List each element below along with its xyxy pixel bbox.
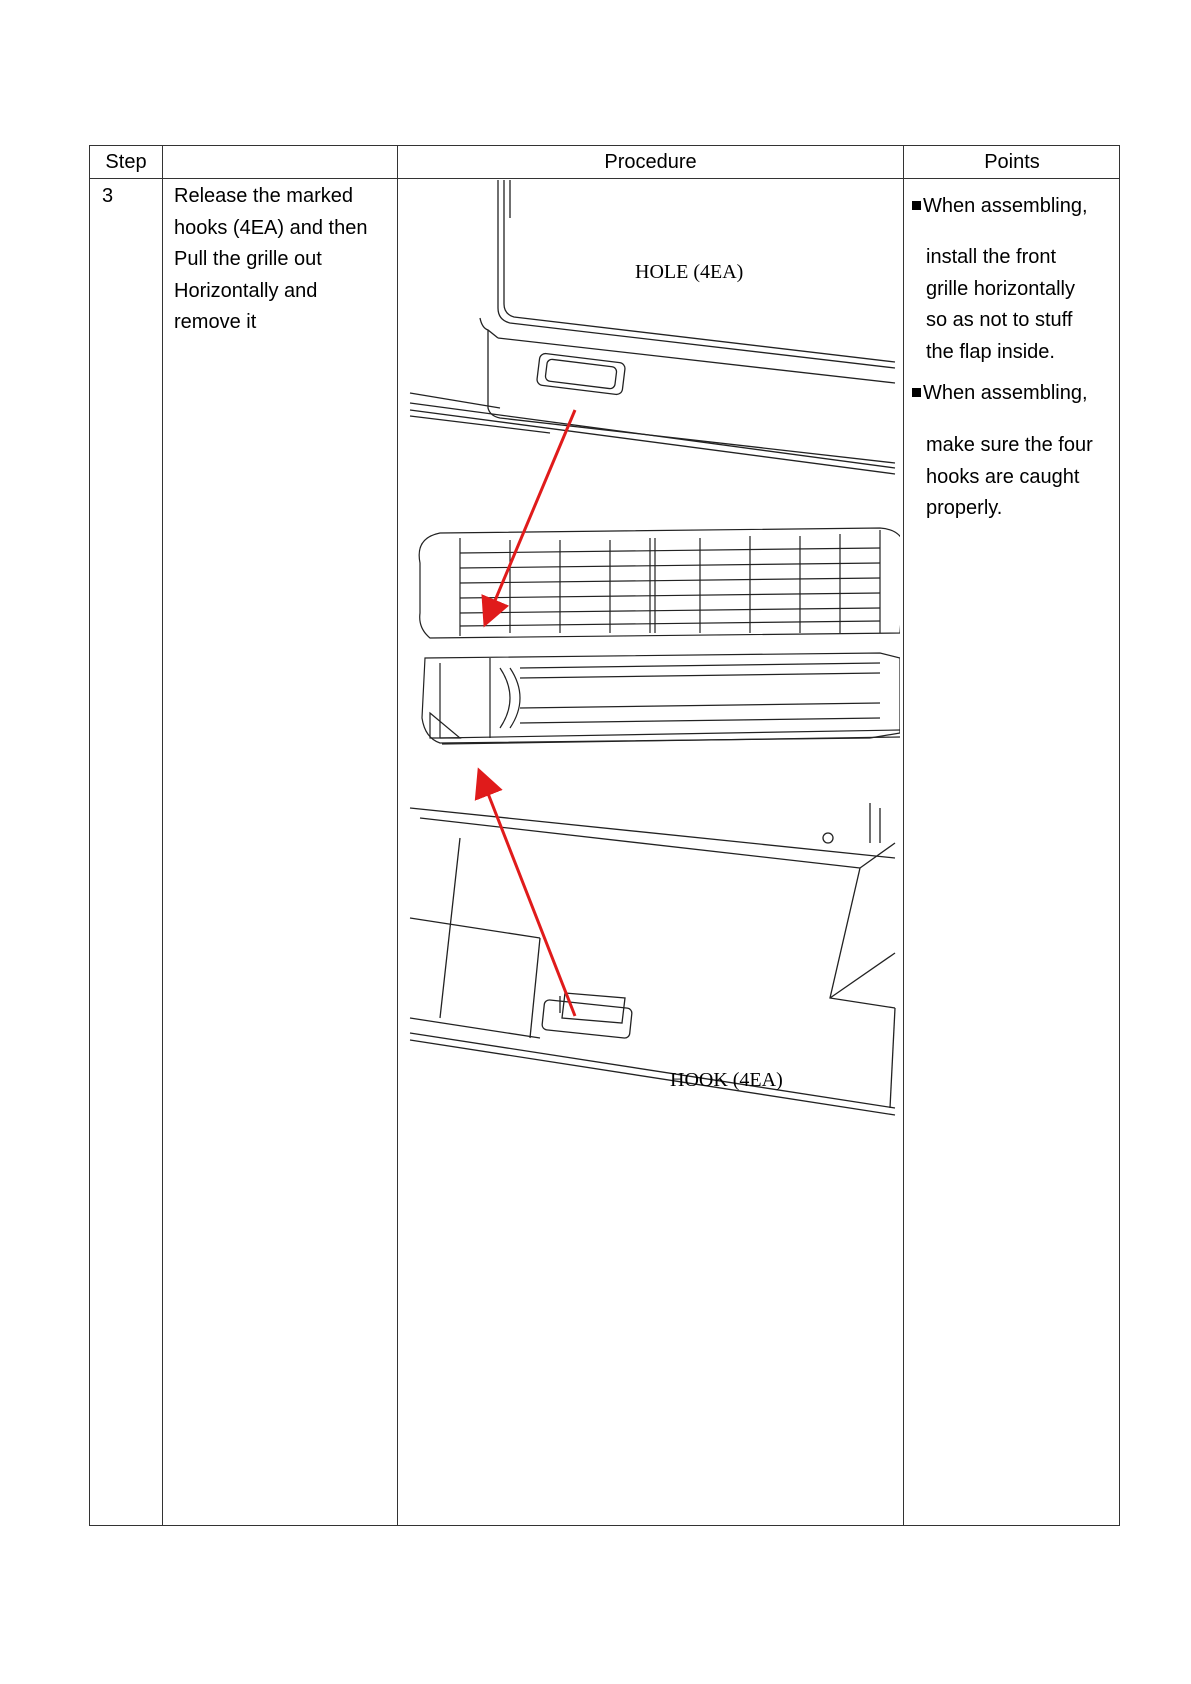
description-line: remove it [174,311,257,333]
point-line: properly. [926,497,1003,519]
description-line: hooks (4EA) and then [174,216,368,239]
step-number: 3 [102,185,114,207]
point-line: make sure the four [926,434,1093,456]
point-line: the flap inside. [926,340,1055,363]
point-body [926,430,1093,525]
description-line: Horizontally and [174,279,318,302]
description-line: Pull the grille out [174,248,322,270]
description-line: Release the marked [174,185,353,207]
hook-detail-drawing [410,803,895,1115]
point-line: install the front [926,246,1057,268]
arrow-hook-to-unit [480,773,575,1016]
header-step: Step [105,151,147,173]
point-line: hooks are caught [926,465,1080,488]
column-divider [397,146,398,1525]
indoor-unit-drawing [422,653,900,744]
header-description [163,146,397,178]
arrow-hole-to-grille [486,410,575,622]
point-heading [912,382,1088,405]
point-heading-text: When assembling, [923,195,1088,217]
procedure-table [89,145,1120,1526]
grille-removal-illustration [400,178,900,1178]
hole-label: HOLE (4EA) [635,261,744,283]
point-body [926,242,1075,368]
point-line: grille horizontally [926,277,1075,300]
step-description [174,181,389,339]
bullet-square-icon [912,201,921,210]
hook-label: HOOK (4EA) [670,1069,783,1091]
hole-detail-drawing [410,180,895,474]
point-heading-text: When assembling, [923,382,1088,404]
column-divider [903,146,904,1525]
point-line: so as not to stuff [926,309,1073,331]
front-grille-drawing [419,528,900,638]
column-divider [162,146,163,1525]
header-procedure: Procedure [604,151,697,173]
header-points: Points [984,151,1040,173]
point-heading [912,195,1088,218]
bullet-square-icon [912,388,921,397]
